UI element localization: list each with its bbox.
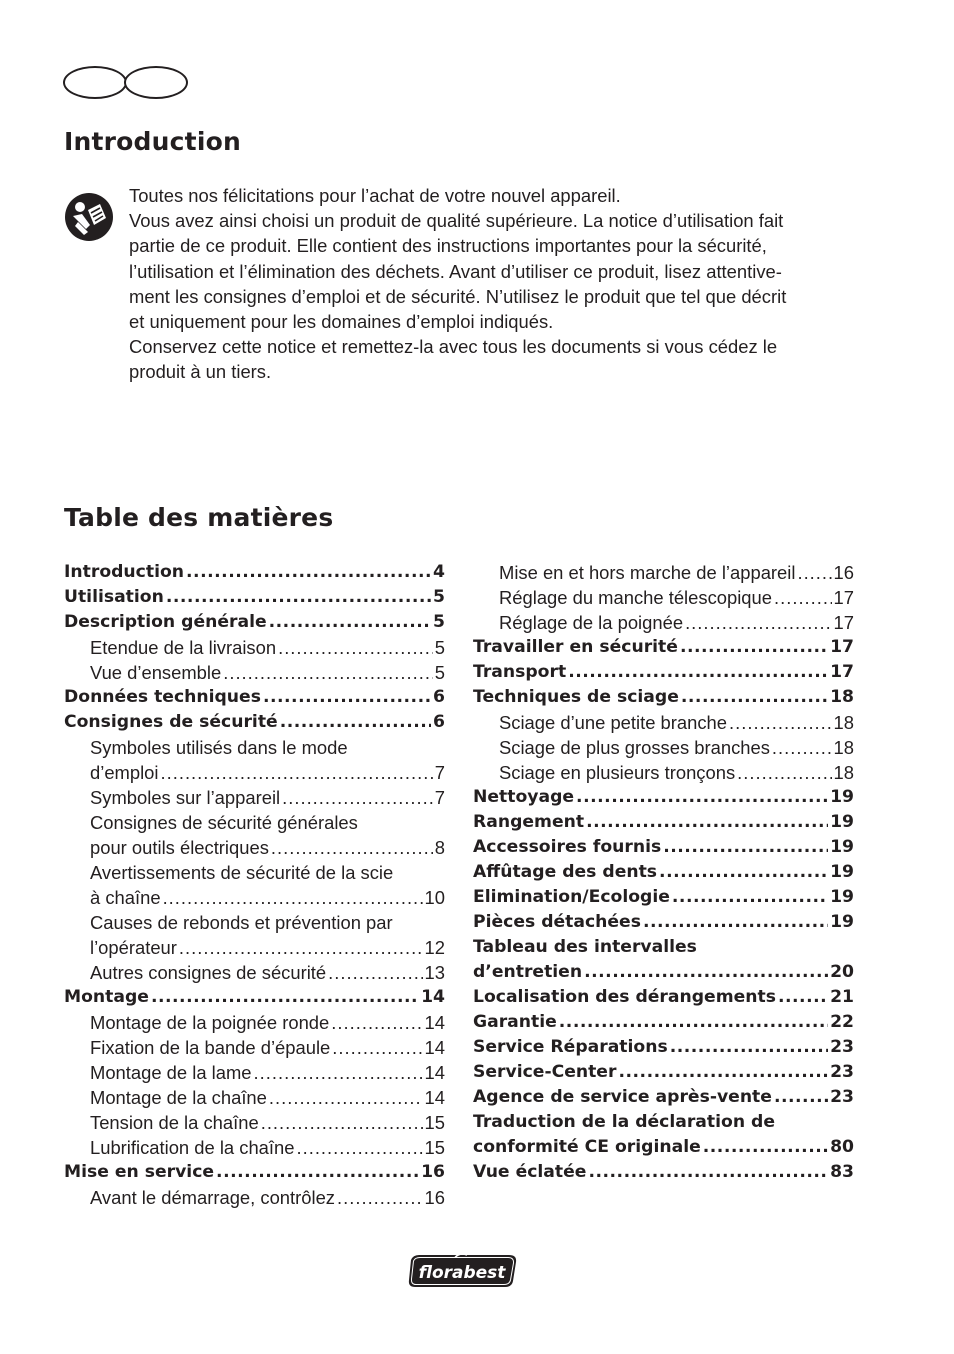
- toc-subentry: [64, 860, 445, 885]
- toc-page-number: 19: [830, 812, 854, 832]
- svg-text:florabest: florabest: [418, 1263, 506, 1283]
- toc-entry-title: Montage: [64, 987, 149, 1007]
- toc-entry-title: Utilisation: [64, 587, 164, 607]
- toc-heading: Table des matières: [64, 503, 334, 532]
- toc-page-number: 23: [830, 1062, 854, 1082]
- toc-page-number: 5: [434, 662, 445, 683]
- toc-entry-title: Service-Center: [473, 1062, 617, 1082]
- toc-dot-leader: [282, 785, 433, 810]
- toc-page-number: 16: [421, 1162, 445, 1182]
- toc-subentry: [64, 1110, 445, 1135]
- toc-subentry: [64, 1085, 445, 1110]
- toc-entry: [64, 710, 445, 735]
- toc-entry-title: Affûtage des dents: [473, 862, 658, 882]
- toc-subentry: [64, 760, 445, 785]
- toc-dot-leader: [568, 660, 828, 685]
- toc-dot-leader: [269, 1085, 423, 1110]
- toc-entry-title: Lubrification de la chaîne: [90, 1137, 295, 1158]
- toc-dot-leader: [261, 1110, 423, 1135]
- toc-entry-title: Nettoyage: [473, 787, 575, 807]
- toc-page-number: 18: [833, 762, 854, 783]
- toc-entry: [473, 810, 854, 835]
- toc-entry-title: d’emploi: [90, 762, 159, 783]
- toc-subentry: [473, 610, 854, 635]
- toc-entry: [473, 885, 854, 910]
- toc-page-number: 5: [433, 587, 445, 607]
- toc-page-number: 13: [424, 962, 445, 983]
- toc-dot-leader: [271, 835, 433, 860]
- toc-dot-leader: [254, 1060, 423, 1085]
- toc-entry-title: Montage de la lame: [90, 1062, 252, 1083]
- toc-entry-title: Causes de rebonds et prévention par: [90, 912, 393, 933]
- intro-line: ment les consignes d’emploi et de sécurité. N’utilisez le produit que tel que décrit: [129, 285, 787, 307]
- toc-entry-title: Description générale: [64, 612, 267, 632]
- toc-subentry: [64, 910, 445, 935]
- toc-entry-title: Autres consignes de sécurité: [90, 962, 327, 983]
- toc-page-number: 17: [833, 587, 854, 608]
- toc-page-number: 6: [433, 712, 445, 732]
- toc-dot-leader: [332, 1035, 422, 1060]
- toc-dot-leader: [584, 960, 828, 985]
- toc-page-number: 23: [830, 1087, 854, 1107]
- toc-dot-leader: [774, 1085, 828, 1110]
- toc-page-number: 16: [833, 562, 854, 583]
- toc-entry-title: Fixation de la bande d’épaule: [90, 1037, 331, 1058]
- toc-subentry: [473, 585, 854, 610]
- toc-dot-leader: [618, 1060, 828, 1085]
- toc-entry: [473, 635, 854, 660]
- toc-page-number: 18: [833, 737, 854, 758]
- toc-entry: [64, 1160, 445, 1185]
- toc-subentry: [64, 960, 445, 985]
- toc-page-number: 14: [424, 1012, 445, 1033]
- toc-entry: [64, 985, 445, 1010]
- toc-dot-leader: [278, 635, 433, 660]
- intro-line: Conservez cette notice et remettez-la avec tous les documents si vous cédez le: [129, 336, 778, 358]
- toc-entry-title: Montage de la chaîne: [90, 1087, 267, 1108]
- toc-dot-leader: [280, 710, 431, 735]
- toc-dot-leader: [685, 610, 831, 635]
- toc-entry: [473, 835, 854, 860]
- toc-entry: [473, 1085, 854, 1110]
- toc-entry-title: Réglage de la poignée: [499, 612, 684, 633]
- toc-entry: [473, 1135, 854, 1160]
- toc-page-number: 19: [830, 862, 854, 882]
- toc-entry: [473, 660, 854, 685]
- toc-dot-leader: [643, 910, 828, 935]
- toc-page-number: 17: [833, 612, 854, 633]
- toc-dot-leader: [670, 1035, 828, 1060]
- toc-dot-leader: [161, 760, 433, 785]
- toc-entry-title: Sciage d’une petite branche: [499, 712, 728, 733]
- toc-page-number: 19: [830, 912, 854, 932]
- toc-entry-title: Vue éclatée: [473, 1162, 587, 1182]
- toc-entry: [473, 910, 854, 935]
- toc-entry-title: Vue d’ensemble: [90, 662, 222, 683]
- toc-dot-leader: [681, 685, 828, 710]
- toc-subentry: [473, 735, 854, 760]
- toc-dot-leader: [729, 710, 832, 735]
- toc-entry-title: d’entretien: [473, 962, 583, 982]
- toc-entry-title: Etendue de la livraison: [90, 637, 277, 658]
- toc-column-right: [473, 560, 854, 1185]
- toc-subentry: [64, 1185, 445, 1210]
- toc-entry-title: Données techniques: [64, 687, 261, 707]
- toc-entry-title: Symboles utilisés dans le mode: [90, 737, 348, 758]
- toc-entry-title: Tension de la chaîne: [90, 1112, 259, 1133]
- toc-entry-title: conformité CE originale: [473, 1137, 701, 1157]
- toc-page-number: 17: [830, 637, 854, 657]
- toc-subentry: [64, 785, 445, 810]
- toc-entry-title: Introduction: [64, 562, 185, 582]
- toc-subentry: [473, 560, 854, 585]
- toc-page-number: 14: [424, 1087, 445, 1108]
- toc-page-number: 14: [424, 1037, 445, 1058]
- toc-dot-leader: [296, 1135, 422, 1160]
- toc-entry-title: Pièces détachées: [473, 912, 641, 932]
- toc-entry: [473, 1035, 854, 1060]
- toc-dot-leader: [328, 960, 422, 985]
- toc-page-number: 20: [830, 962, 854, 982]
- toc-page-number: 22: [830, 1012, 854, 1032]
- toc-subentry: [64, 835, 445, 860]
- toc-dot-leader: [680, 635, 828, 660]
- toc-entry-title: Elimination/Ecologie: [473, 887, 670, 907]
- toc-dot-leader: [186, 560, 431, 585]
- toc-page-number: 5: [434, 637, 445, 658]
- intro-line: Vous avez ainsi choisi un produit de qualité supérieure. La notice d’utilisation fait: [129, 210, 784, 232]
- toc-entry: [473, 985, 854, 1010]
- intro-line: partie de ce produit. Elle contient des instructions importantes pour la sécurité,: [129, 235, 767, 257]
- toc-entry: [473, 1110, 854, 1135]
- toc-page-number: 5: [433, 612, 445, 632]
- toc-dot-leader: [163, 885, 423, 910]
- toc-entry-title: Consignes de sécurité générales: [90, 812, 358, 833]
- toc-page-number: 19: [830, 837, 854, 857]
- toc-page-number: 21: [830, 987, 854, 1007]
- intro-line: produit à un tiers.: [129, 361, 272, 383]
- toc-entry-title: Sciage de plus grosses branches: [499, 737, 770, 758]
- toc-dot-leader: [179, 935, 423, 960]
- language-oval-left: [63, 66, 127, 99]
- toc-subentry: [64, 660, 445, 685]
- toc-entry-title: Avant le démarrage, contrôlez: [90, 1187, 336, 1208]
- toc-entry: [64, 585, 445, 610]
- toc-subentry: [64, 885, 445, 910]
- toc-entry: [473, 785, 854, 810]
- toc-entry-title: Localisation des dérangements: [473, 987, 776, 1007]
- toc-page-number: 4: [433, 562, 445, 582]
- toc-page-number: 18: [833, 712, 854, 733]
- toc-entry-title: à chaîne: [90, 887, 161, 908]
- toc-dot-leader: [216, 1160, 419, 1185]
- toc-page-number: 19: [830, 787, 854, 807]
- toc-page-number: 80: [830, 1137, 854, 1157]
- toc-page-number: 19: [830, 887, 854, 907]
- florabest-logo: [405, 1253, 519, 1289]
- toc-entry-title: Tableau des intervalles: [473, 937, 697, 957]
- read-manual-icon: [64, 192, 114, 242]
- toc-entry: [473, 960, 854, 985]
- toc-dot-leader: [337, 1185, 423, 1210]
- toc-entry-title: Garantie: [473, 1012, 557, 1032]
- toc-dot-leader: [772, 735, 832, 760]
- toc-dot-leader: [223, 660, 433, 685]
- toc-page-number: 23: [830, 1037, 854, 1057]
- toc-entry: [473, 935, 854, 960]
- toc-dot-leader: [166, 585, 431, 610]
- intro-line: et uniquement pour les domaines d’emploi indiqués.: [129, 311, 554, 333]
- toc-entry-title: Montage de la poignée ronde: [90, 1012, 330, 1033]
- toc-entry-title: Réglage du manche télescopique: [499, 587, 772, 608]
- toc-entry-title: pour outils électriques: [90, 837, 269, 858]
- toc-subentry: [64, 810, 445, 835]
- toc-subentry: [64, 635, 445, 660]
- toc-entry-title: Consignes de sécurité: [64, 712, 278, 732]
- toc-dot-leader: [797, 560, 831, 585]
- toc-subentry: [64, 1135, 445, 1160]
- toc-page-number: 16: [424, 1187, 445, 1208]
- toc-entry: [64, 560, 445, 585]
- toc-entry-title: Rangement: [473, 812, 585, 832]
- toc-dot-leader: [672, 885, 828, 910]
- toc-page-number: 14: [424, 1062, 445, 1083]
- toc-entry-title: Service Réparations: [473, 1037, 668, 1057]
- toc-entry: [64, 685, 445, 710]
- toc-page-number: 17: [830, 662, 854, 682]
- toc-entry-title: Mise en et hors marche de l’appareil: [499, 562, 796, 583]
- toc-subentry: [64, 1060, 445, 1085]
- toc-subentry: [473, 710, 854, 735]
- toc-entry: [473, 685, 854, 710]
- toc-subentry: [64, 1010, 445, 1035]
- toc-subentry: [64, 735, 445, 760]
- toc-page-number: 18: [830, 687, 854, 707]
- introduction-text: [129, 183, 854, 385]
- toc-dot-leader: [269, 610, 431, 635]
- toc-dot-leader: [659, 860, 828, 885]
- toc-page-number: 12: [424, 937, 445, 958]
- toc-page-number: 15: [424, 1112, 445, 1133]
- toc-dot-leader: [559, 1010, 828, 1035]
- toc-dot-leader: [663, 835, 828, 860]
- toc-entry-title: Accessoires fournis: [473, 837, 662, 857]
- toc-page-number: 7: [434, 762, 445, 783]
- toc-entry-title: Sciage en plusieurs tronçons: [499, 762, 736, 783]
- toc-page-number: 14: [421, 987, 445, 1007]
- toc-entry-title: Symboles sur l’appareil: [90, 787, 281, 808]
- toc-entry: [473, 860, 854, 885]
- toc-page-number: 7: [434, 787, 445, 808]
- toc-dot-leader: [586, 810, 828, 835]
- toc-entry-title: Travailler en sécurité: [473, 637, 678, 657]
- intro-line: l’utilisation et l’élimination des déchets. Avant d’utiliser ce produit, lisez attentive-: [129, 260, 782, 282]
- toc-page-number: 10: [424, 887, 445, 908]
- toc-dot-leader: [151, 985, 419, 1010]
- language-selector-ovals: [63, 66, 189, 100]
- toc-subentry: [64, 935, 445, 960]
- toc-entry-title: Techniques de sciage: [473, 687, 679, 707]
- toc-dot-leader: [737, 760, 831, 785]
- toc-entry-title: Mise en service: [64, 1162, 215, 1182]
- toc-entry: [473, 1060, 854, 1085]
- toc-subentry: [473, 760, 854, 785]
- toc-entry-title: l’opérateur: [90, 937, 177, 958]
- toc-dot-leader: [331, 1010, 422, 1035]
- intro-line: Toutes nos félicitations pour l’achat de votre nouvel appareil.: [129, 185, 621, 206]
- toc-column-left: [64, 560, 445, 1210]
- toc-entry-title: Agence de service après-vente: [473, 1087, 772, 1107]
- toc-entry: [473, 1010, 854, 1035]
- toc-dot-leader: [774, 585, 832, 610]
- toc-dot-leader: [703, 1135, 828, 1160]
- toc-page-number: 83: [830, 1162, 854, 1182]
- toc-entry-title: Transport: [473, 662, 567, 682]
- toc-dot-leader: [576, 785, 828, 810]
- toc-entry-title: Traduction de la déclaration de: [473, 1112, 775, 1132]
- toc-dot-leader: [588, 1160, 828, 1185]
- toc-dot-leader: [263, 685, 431, 710]
- language-oval-right: [124, 66, 188, 99]
- toc-page-number: 15: [424, 1137, 445, 1158]
- toc-entry: [64, 610, 445, 635]
- introduction-heading: Introduction: [64, 127, 241, 156]
- toc-entry-title: Avertissements de sécurité de la scie: [90, 862, 394, 883]
- toc-subentry: [64, 1035, 445, 1060]
- toc-entry: [473, 1160, 854, 1185]
- toc-page-number: 6: [433, 687, 445, 707]
- toc-dot-leader: [778, 985, 828, 1010]
- toc-page-number: 8: [434, 837, 445, 858]
